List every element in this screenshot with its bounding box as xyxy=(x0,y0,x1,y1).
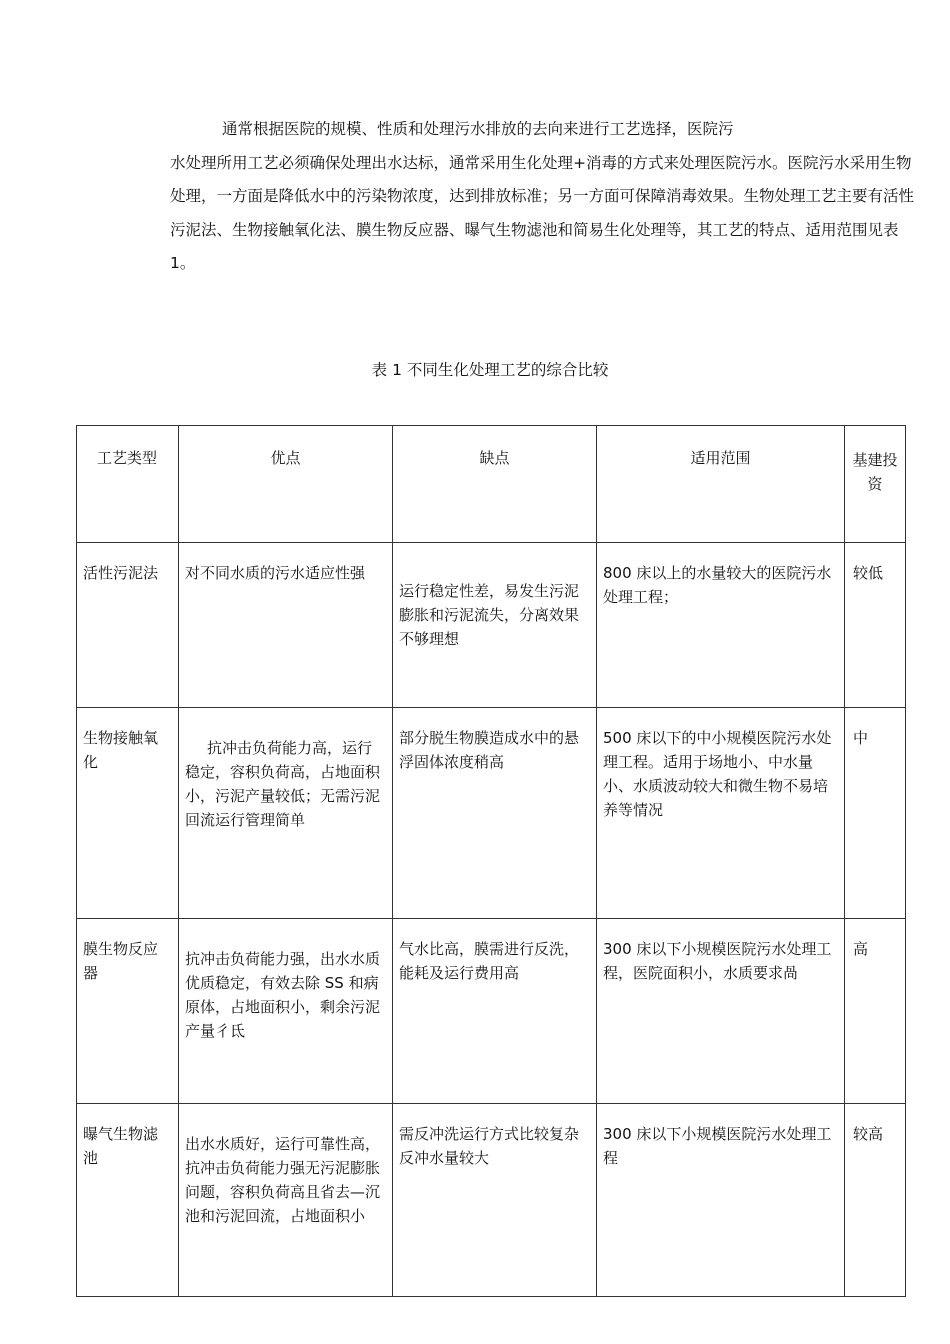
header-advantages: 优点 xyxy=(179,426,393,543)
cell-process-type: 活性污泥法 xyxy=(77,543,179,708)
header-investment: 基建投资 xyxy=(845,426,906,543)
cell-disadvantages: 部分脱生物膜造成水中的悬浮固体浓度稍高 xyxy=(393,708,597,919)
table-header-row xyxy=(77,426,906,543)
comparison-table xyxy=(76,425,906,1297)
header-scope: 适用范围 xyxy=(597,426,845,543)
cell-investment: 中 xyxy=(845,708,906,919)
header-disadvantages: 缺点 xyxy=(393,426,597,543)
cell-scope: 500 床以下的中小规模医院污水处理工程。适用于场地小、中水量小、水质波动较大和微生物不易培养等情况 xyxy=(597,708,845,919)
cell-scope: 300 床以下小规模医院污水处理工程 xyxy=(597,1104,845,1297)
cell-investment: 较高 xyxy=(845,1104,906,1297)
cell-investment: 高 xyxy=(845,919,906,1104)
cell-advantages: 抗冲击负荷能力高，运行稳定，容积负荷高，占地面积小，污泥产量较低；无需污泥回流运行管理简单 xyxy=(179,708,393,919)
cell-advantages: 出水水质好，运行可靠性高，抗冲击负荷能力强无污泥膨胀问题，容积负荷高且省去—沉池和污泥回流，占地面积小 xyxy=(179,1104,393,1297)
cell-scope: 300 床以下小规模医院污水处理工程，医院面积小，水质要求咼 xyxy=(597,919,845,1104)
table-row xyxy=(77,919,906,1104)
cell-process-type: 膜生物反应器 xyxy=(77,919,179,1104)
cell-investment: 较低 xyxy=(845,543,906,708)
table-row xyxy=(77,708,906,919)
cell-process-type: 生物接触氧化 xyxy=(77,708,179,919)
cell-process-type: 曝气生物滤池 xyxy=(77,1104,179,1297)
cell-disadvantages: 气水比高，膜需进行反洗，能耗及运行费用高 xyxy=(393,919,597,1104)
table-row xyxy=(77,1104,906,1297)
intro-first-line: 通常根据医院的规模、性质和处理污水排放的去向来进行工艺选择，医院污 xyxy=(222,120,734,138)
cell-disadvantages: 运行稳定性差，易发生污泥膨胀和污泥流失，分离效果不够理想 xyxy=(393,543,597,708)
cell-disadvantages: 需反冲洗运行方式比较复杂反冲水量较大 xyxy=(393,1104,597,1297)
cell-advantages: 对不同水质的污水适应性强 xyxy=(179,543,393,708)
intro-paragraph xyxy=(170,113,915,281)
header-process-type: 工艺类型 xyxy=(77,426,179,543)
cell-advantages: 抗冲击负荷能力强，出水水质优质稳定，有效去除 SS 和病原体，占地面积小，剩余污泥产量彳氐 xyxy=(179,919,393,1104)
table-caption: 表 1 不同生化处理工艺的综合比较 xyxy=(371,361,609,379)
table-row xyxy=(77,543,906,708)
cell-scope: 800 床以上的水量较大的医院污水处理工程； xyxy=(597,543,845,708)
intro-body-text: 水处理所用工艺必须确保处理出水达标，通常采用生化处理+消毒的方式来处理医院污水。医院污水采用生物处理，一方面是降低水中的污染物浓度，达到排放标准；另一方面可保障消毒效果。生物处理工艺主要有活性污泥法、生物接触氧化法、膜生物反应器、曝气生物滤池和简易生化处理等，其工艺的特点、适用范围见表 1。 xyxy=(170,153,915,272)
